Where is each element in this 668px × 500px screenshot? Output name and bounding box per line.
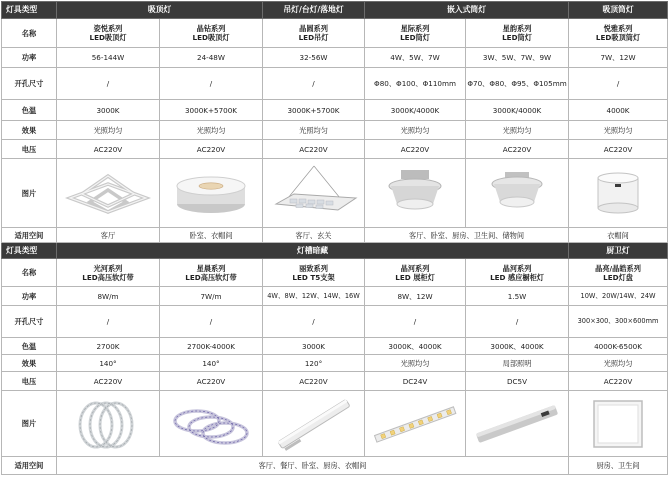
surface-downlight-photo — [569, 159, 668, 228]
cct-value: 3000K、4000K — [466, 338, 569, 355]
space-value-merged: 客厅、餐厅、卧室、厨房、衣帽间 — [57, 457, 569, 475]
space-value: 客厅 — [57, 228, 160, 243]
picture-row — [2, 159, 668, 228]
power-value: 24-48W — [160, 48, 263, 68]
power-label: 功率 — [2, 287, 57, 306]
space-value-merged: 客厅、卧室、厨房、卫生间、储物间 — [365, 228, 569, 243]
power-value: 8W/m — [57, 287, 160, 306]
recessed-downlight-photo — [466, 159, 569, 228]
cct-value: 3000K — [57, 100, 160, 121]
name-label: 名称 — [2, 259, 57, 287]
voltage-label: 电压 — [2, 140, 57, 159]
cct-value: 3000K、4000K — [365, 338, 466, 355]
effect-label: 效果 — [2, 355, 57, 372]
space-value: 卧室、衣帽间 — [160, 228, 263, 243]
effect-value: 光照均匀 — [160, 121, 263, 140]
category-ceiling-lamp: 吸顶灯 — [57, 2, 263, 19]
t5-batten-photo — [263, 391, 365, 457]
effect-value: 光照均匀 — [365, 121, 466, 140]
effect-value: 140° — [57, 355, 160, 372]
power-value: 4W、8W、12W、14W、16W — [263, 287, 365, 306]
sensor-cabinet-light-photo — [466, 391, 569, 457]
cutout-value: / — [160, 306, 263, 338]
product-name: 星际系列 LED筒灯 — [365, 19, 466, 48]
product-name: 晶河系列 LED 感应橱柜灯 — [466, 259, 569, 287]
effect-value: 120° — [263, 355, 365, 372]
category-kitchen-bath-lamp: 厨卫灯 — [569, 243, 668, 259]
voltage-label: 电压 — [2, 372, 57, 391]
space-value: 衣帽间 — [569, 228, 668, 243]
product-name: 晶钻系列 LED吸顶灯 — [160, 19, 263, 48]
name-row — [2, 259, 668, 287]
cutout-value: / — [263, 68, 365, 100]
cutout-value: / — [569, 68, 668, 100]
space-label: 适用空间 — [2, 457, 57, 475]
power-value: 8W、12W — [365, 287, 466, 306]
power-label: 功率 — [2, 48, 57, 68]
power-row — [2, 287, 668, 306]
effect-row — [2, 121, 668, 140]
cct-row — [2, 338, 668, 355]
effect-value: 光照均匀 — [263, 121, 365, 140]
product-spec-table — [1, 1, 668, 475]
voltage-row — [2, 140, 668, 159]
space-row — [2, 228, 668, 243]
cutout-value: / — [263, 306, 365, 338]
type-label: 灯具类型 — [2, 243, 57, 259]
recessed-downlight-photo — [365, 159, 466, 228]
power-row — [2, 48, 668, 68]
cutout-value: / — [160, 68, 263, 100]
category-cove-lighting: 灯槽暗藏 — [57, 243, 569, 259]
cutout-value: / — [466, 306, 569, 338]
cct-value: 2700K — [57, 338, 160, 355]
voltage-value: AC220V — [569, 140, 668, 159]
square-panel-light-photo — [569, 391, 668, 457]
space-value: 厨房、卫生间 — [569, 457, 668, 475]
cutout-value: / — [57, 306, 160, 338]
product-name: 晶河系列 LED 展柜灯 — [365, 259, 466, 287]
ring-ceiling-lamp-photo — [57, 159, 160, 228]
effect-row — [2, 355, 668, 372]
power-value: 1.5W — [466, 287, 569, 306]
section1-header-row — [2, 2, 668, 19]
voltage-value: AC220V — [569, 372, 668, 391]
cutout-label: 开孔尺寸 — [2, 68, 57, 100]
cct-value: 4000K — [569, 100, 668, 121]
space-label: 适用空间 — [2, 228, 57, 243]
crystal-pendant-lamp-photo — [263, 159, 365, 228]
effect-label: 效果 — [2, 121, 57, 140]
round-ceiling-lamp-photo — [160, 159, 263, 228]
voltage-value: DC5V — [466, 372, 569, 391]
power-value: 7W/m — [160, 287, 263, 306]
category-recessed-downlight: 嵌入式筒灯 — [365, 2, 569, 19]
power-value: 4W、5W、7W — [365, 48, 466, 68]
effect-value: 光照均匀 — [466, 121, 569, 140]
voltage-value: AC220V — [263, 372, 365, 391]
cct-row — [2, 100, 668, 121]
space-row — [2, 457, 668, 475]
category-pendant-lamp: 吊灯/台灯/落地灯 — [263, 2, 365, 19]
power-value: 10W、20W/14W、24W — [569, 287, 668, 306]
cutout-value: / — [365, 306, 466, 338]
effect-value: 140° — [160, 355, 263, 372]
power-value: 7W、12W — [569, 48, 668, 68]
effect-value: 光照均匀 — [57, 121, 160, 140]
cct-label: 色温 — [2, 338, 57, 355]
cct-value: 3000K+5700K — [263, 100, 365, 121]
power-value: 32-56W — [263, 48, 365, 68]
cct-label: 色温 — [2, 100, 57, 121]
cutout-value: / — [57, 68, 160, 100]
picture-label: 图片 — [2, 159, 57, 228]
cct-value: 3000K — [263, 338, 365, 355]
effect-value: 光照均匀 — [569, 121, 668, 140]
cct-value: 4000K-6500K — [569, 338, 668, 355]
space-value: 客厅、玄关 — [263, 228, 365, 243]
product-name: 星韵系列 LED筒灯 — [466, 19, 569, 48]
voltage-value: AC220V — [365, 140, 466, 159]
voltage-value: AC220V — [57, 372, 160, 391]
cutout-value: Φ80、Φ100、Φ110mm — [365, 68, 466, 100]
voltage-value: DC24V — [365, 372, 466, 391]
product-name: 星晨系列 LED高压软灯带 — [160, 259, 263, 287]
picture-label: 图片 — [2, 391, 57, 457]
cutout-label: 开孔尺寸 — [2, 306, 57, 338]
voltage-value: AC220V — [160, 140, 263, 159]
voltage-value: AC220V — [466, 140, 569, 159]
effect-value: 光照均匀 — [365, 355, 466, 372]
category-surface-downlight: 吸顶筒灯 — [569, 2, 668, 19]
product-name: 光河系列 LED高压软灯带 — [57, 259, 160, 287]
product-name: 悦雅系列 LED吸顶筒灯 — [569, 19, 668, 48]
cutout-value: 300×300、300×600mm — [569, 306, 668, 338]
product-name: 晶亮/晶皓系列 LED灯盘 — [569, 259, 668, 287]
voltage-value: AC220V — [57, 140, 160, 159]
voltage-value: AC220V — [160, 372, 263, 391]
power-value: 3W、5W、7W、9W — [466, 48, 569, 68]
cct-value: 3000K/4000K — [365, 100, 466, 121]
name-label: 名称 — [2, 19, 57, 48]
voltage-row — [2, 372, 668, 391]
cutout-row — [2, 306, 668, 338]
cabinet-light-strip-photo — [365, 391, 466, 457]
cct-value: 3000K/4000K — [466, 100, 569, 121]
product-name: 晶圆系列 LED吊灯 — [263, 19, 365, 48]
power-value: 56-144W — [57, 48, 160, 68]
voltage-value: AC220V — [263, 140, 365, 159]
picture-row — [2, 391, 668, 457]
soft-led-strip-photo — [57, 391, 160, 457]
effect-value: 局部照明 — [466, 355, 569, 372]
section2-header-row — [2, 243, 668, 259]
cct-value: 2700K-4000K — [160, 338, 263, 355]
effect-value: 光照均匀 — [569, 355, 668, 372]
product-name: 姿悦系列 LED吸顶灯 — [57, 19, 160, 48]
cutout-value: Φ70、Φ80、Φ95、Φ105mm — [466, 68, 569, 100]
cct-value: 3000K+5700K — [160, 100, 263, 121]
cutout-row — [2, 68, 668, 100]
soft-led-strip-photo — [160, 391, 263, 457]
type-label: 灯具类型 — [2, 2, 57, 19]
product-name: 丽致系列 LED T5支架 — [263, 259, 365, 287]
name-row — [2, 19, 668, 48]
